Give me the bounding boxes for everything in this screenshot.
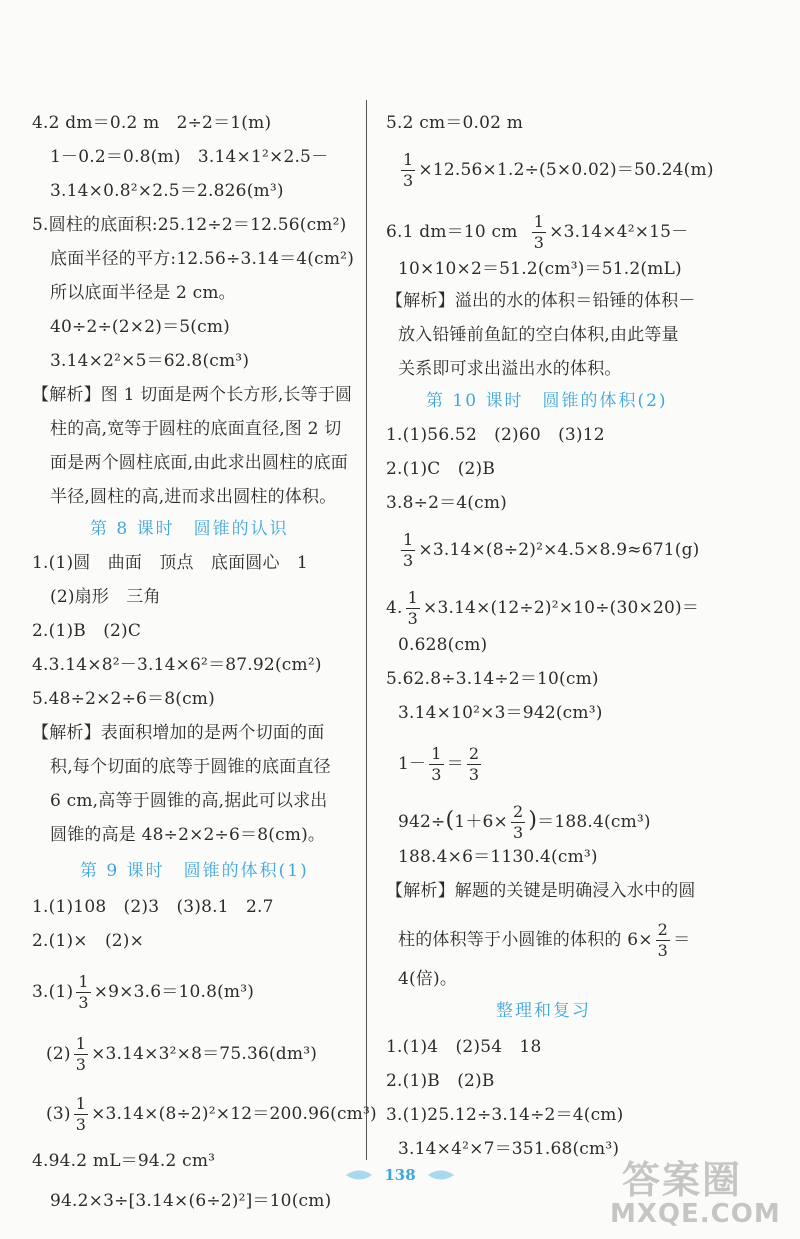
fraction: $\frac{1}{3}$ xyxy=(403,150,414,190)
answer-line: 4.2 dm＝0.2 m 2÷2＝1(m) xyxy=(32,113,272,133)
answer-line: (2)扇形 三角 xyxy=(50,587,161,607)
page-number: 138 xyxy=(300,1158,500,1192)
fraction: $\frac{2}{3}$ xyxy=(512,802,524,842)
answer-line: 1.(1)圆 曲面 顶点 底面圆心 1 xyxy=(32,553,308,573)
answer-line: 5.圆柱的底面积:25.12÷2＝12.56(cm²) xyxy=(32,215,347,235)
answer-line: 底面半径的平方:12.56÷3.14＝4(cm²) xyxy=(50,249,355,269)
answer-line: 94.2×3÷[3.14×(6÷2)²]＝10(cm) xyxy=(50,1191,332,1211)
fraction: $\frac{2}{3}$ xyxy=(468,744,480,784)
answer-line: 0.628(cm) xyxy=(398,635,488,655)
section-heading: 第 10 课时 圆锥的体积(2) xyxy=(426,391,668,411)
analysis-line: 4(倍)。 xyxy=(398,969,458,989)
fraction: $\frac{1}{3}$ xyxy=(75,1034,87,1074)
analysis-line: 【解析】表面积增加的是两个切面的面 xyxy=(32,723,325,743)
answer-line: 4.3.14×8²－3.14×6²＝87.92(cm²) xyxy=(32,655,322,675)
answer-line: 5.2 cm＝0.02 m xyxy=(386,113,524,133)
analysis-line: 【解析】图 1 切面是两个长方形,长等于圆 xyxy=(32,385,353,405)
answer-line: 3.14×4²×7＝351.68(cm³) xyxy=(398,1139,620,1159)
answer-line: 1－ $\frac{1}{3}$ ＝ $\frac{2}{3}$ xyxy=(398,744,480,784)
answer-line: 1.(1)108 (2)3 (3)8.1 2.7 xyxy=(32,897,274,917)
answer-line: 1.(1)56.52 (2)60 (3)12 xyxy=(386,425,605,445)
analysis-line: 6 cm,高等于圆锥的高,据此可以求出 xyxy=(50,791,328,811)
answer-line: 2.(1)B (2)C xyxy=(32,621,142,641)
analysis-line: 【解析】溢出的水的体积＝铅锤的体积－ xyxy=(386,291,696,311)
answer-line: 4. $\frac{1}{3}$ ×3.14×(12÷2)²×10÷(30×20)＝ xyxy=(386,588,700,628)
left-column xyxy=(0,0,377,1239)
answer-line: 2.(1)C (2)B xyxy=(386,459,496,479)
answer-line: 3.(1)25.12÷3.14÷2＝4(cm) xyxy=(386,1105,624,1125)
analysis-line: 【解析】解题的关键是明确浸入水中的圆 xyxy=(386,881,696,901)
analysis-line: 半径,圆柱的高,进而求出圆柱的体积。 xyxy=(50,487,337,507)
answer-line: 5.62.8÷3.14÷2＝10(cm) xyxy=(386,669,599,689)
answer-line: 1.(1)4 (2)54 18 xyxy=(386,1037,542,1057)
answer-line: 6.1 dm＝10 cm $\frac{1}{3}$ ×3.14×4²×15－ xyxy=(386,212,689,252)
section-heading: 整理和复习 xyxy=(496,1001,591,1021)
fraction: $\frac{1}{3}$ xyxy=(403,530,414,570)
answer-line: 3.(1) $\frac{1}{3}$ ×9×3.6＝10.8(m³) xyxy=(32,972,255,1012)
answer-line: 3.14×10²×3＝942(cm³) xyxy=(398,703,603,723)
analysis-line: 圆锥的高是 48÷2×2÷6＝8(cm)。 xyxy=(50,825,326,845)
answer-line: (3) $\frac{1}{3}$ ×3.14×(8÷2)²×12＝200.96(cm³) xyxy=(46,1094,377,1134)
analysis-line: 面是两个圆柱底面,由此求出圆柱的底面 xyxy=(50,453,349,473)
analysis-line: 柱的高,宽等于圆柱的底面直径,图 2 切 xyxy=(50,419,342,439)
answer-line: $\frac{1}{3}$ ×12.56×1.2÷(5×0.02)＝50.24(m) xyxy=(403,150,714,190)
analysis-line: 积,每个切面的底等于圆锥的底面直径 xyxy=(50,757,331,777)
leaf-ornament-icon xyxy=(344,1167,374,1183)
site-watermark: 答案圈 MXQE.COM xyxy=(610,1158,781,1229)
answer-line: 2.(1)× (2)× xyxy=(32,931,145,951)
fraction: $\frac{2}{3}$ xyxy=(657,920,669,960)
analysis-line: 柱的体积等于小圆锥的体积的 6× $\frac{2}{3}$ ＝ xyxy=(398,920,691,960)
answer-line: 3.14×2²×5＝62.8(cm³) xyxy=(50,351,250,371)
section-heading: 第 8 课时 圆锥的认识 xyxy=(90,519,289,539)
answer-line: 5.48÷2×2÷6＝8(cm) xyxy=(32,689,215,709)
leaf-ornament-icon xyxy=(426,1167,456,1183)
answer-line: 942÷(1＋6× $\frac{2}{3}$ )＝188.4(cm³) xyxy=(398,802,651,842)
answer-line: 10×10×2＝51.2(cm³)＝51.2(mL) xyxy=(398,259,682,279)
answer-line: 2.(1)B (2)B xyxy=(386,1071,495,1091)
fraction: $\frac{1}{3}$ xyxy=(75,1094,87,1134)
answer-line: 188.4×6＝1130.4(cm³) xyxy=(398,847,598,867)
answer-line: 所以底面半径是 2 cm。 xyxy=(50,283,236,303)
section-heading: 第 9 课时 圆锥的体积(1) xyxy=(80,861,309,881)
answer-line: 40÷2÷(2×2)＝5(cm) xyxy=(50,317,230,337)
answer-line: 3.8÷2＝4(cm) xyxy=(386,493,508,513)
answer-line: 3.14×0.8²×2.5＝2.826(m³) xyxy=(50,181,284,201)
right-column xyxy=(368,0,800,1239)
fraction: $\frac{1}{3}$ xyxy=(533,212,545,252)
answer-line: 4.94.2 mL＝94.2 cm³ xyxy=(32,1151,216,1171)
analysis-line: 关系即可求出溢出水的体积。 xyxy=(398,359,622,379)
fraction: $\frac{1}{3}$ xyxy=(78,972,89,1012)
fraction: $\frac{1}{3}$ xyxy=(407,588,419,628)
answer-line: 1－0.2＝0.8(m) 3.14×1²×2.5－ xyxy=(50,147,329,167)
answer-line: (2) $\frac{1}{3}$ ×3.14×3²×8＝75.36(dm³) xyxy=(46,1034,318,1074)
analysis-line: 放入铅锤前鱼缸的空白体积,由此等量 xyxy=(398,325,679,345)
fraction: $\frac{1}{3}$ xyxy=(431,744,442,784)
answer-line: $\frac{1}{3}$ ×3.14×(8÷2)²×4.5×8.9≈671(g) xyxy=(403,530,700,570)
